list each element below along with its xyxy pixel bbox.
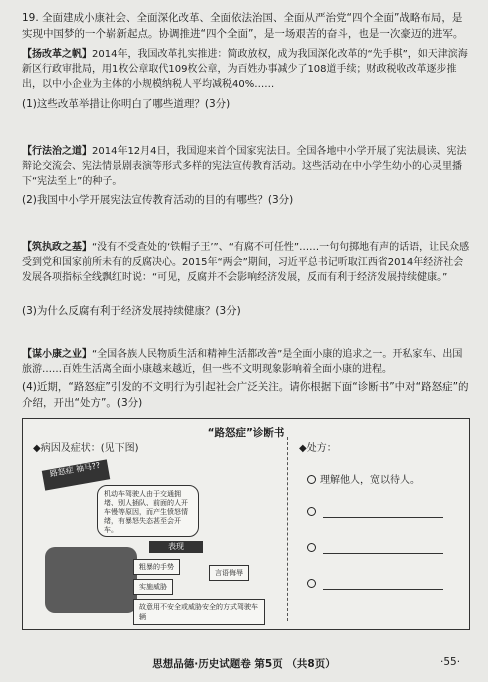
block-1-title: 【扬改革之帆】 <box>22 49 92 60</box>
question-intro: 19. 全面建成小康社会、全面深化改革、全面依法治国、全面从严治党“四个全面”战略布局，是实现中国梦的一个崭新起点。协调推进“四个全面”，是一场艰苦的奋斗，也是一次豪迈的进军。 <box>22 12 464 40</box>
block-1 <box>22 47 472 92</box>
sign-board: 路怒症 袖马?? <box>42 459 110 490</box>
tag-threat: 实施威胁 <box>133 579 173 595</box>
prescription-item <box>307 543 320 554</box>
block-2-title: 【行法治之道】 <box>22 146 92 157</box>
symptom-banner: 表现 <box>149 541 203 553</box>
road-rage-cartoon <box>33 455 283 621</box>
prescription-item <box>307 507 320 518</box>
tag-gesture: 粗暴的手势 <box>133 559 180 575</box>
block-3-title: 【筑执政之基】 <box>22 242 92 253</box>
tag-insult: 言语侮辱 <box>209 565 249 581</box>
block-3-text: “没有不受查处的‘铁帽子王’”、“有腐不可任性”……一句句掷地有声的话语，让民众感受到党和国家前所未有的反腐决心。2015年“两会”期间，习近平总书记听取江西省2014年经济社会发展各项指标全线飘红时说：“可见，反腐并不会影响经济发展，反而有利于经济发展持续健康。” <box>22 242 470 283</box>
block-4 <box>22 347 472 377</box>
page-number: ·55· <box>440 656 461 668</box>
prescription-item <box>307 579 320 590</box>
card-divider <box>287 437 288 621</box>
answer-line[interactable] <box>323 553 443 554</box>
block-2 <box>22 144 472 189</box>
prescription-text: 理解他人，宽以待人。 <box>320 475 420 486</box>
page-footer: 思想品德·历史试题卷 第5页 （共8页） <box>152 658 336 670</box>
crowd-illustration <box>45 547 137 613</box>
bullet-circle-icon <box>307 507 316 516</box>
block-1-question: (1)这些改革举措让你明白了哪些道理？(3分) <box>22 98 231 110</box>
diagnosis-card <box>22 418 470 630</box>
block-2-text: 2014年12月4日，我国迎来首个国家宪法日。全国各地中小学开展了宪法晨读、宪法辩论交流会、宪法情景剧表演等形式多样的宪法宣传教育活动。这些活动在中小学生幼小的心灵里播下“宪法至上”的种子。 <box>22 146 467 187</box>
block-4-question: (4)近期，“路怒症”引发的不文明行为引起社会广泛关注。请你根据下面“诊断书”中对“路怒症”的介绍，开出“处方”。(3分) <box>22 381 469 409</box>
tag-unsafe-driving: 故意用不安全或威胁安全的方式驾驶车辆 <box>133 599 265 625</box>
prescription-label: ◆处方： <box>299 443 337 454</box>
block-4-text: “全国各族人民物质生活和精神生活都改善”是全面小康的追求之一。开私家车、出国旅游……百姓生活离全面小康越来越近，但一些不文明现象影响着全面小康的进程。 <box>22 349 463 375</box>
speech-bubble: 机动车驾驶人由于交通拥堵、别人插队、前面的人开车慢等原因，而产生愤怒情绪，有暴怒失态甚至会开车。 <box>97 485 199 537</box>
bullet-circle-icon <box>307 543 316 552</box>
prescription-item <box>307 471 420 486</box>
bullet-circle-icon <box>307 579 316 588</box>
block-4-title: 【谋小康之业】 <box>22 349 92 360</box>
answer-line[interactable] <box>323 589 443 590</box>
block-3 <box>22 240 472 285</box>
cause-symptom-label: ◆病因及症状：(见下图) <box>33 443 139 454</box>
bullet-circle-icon <box>307 475 316 484</box>
block-1-text: 2014年，我国改革扎实推进：简政放权，成为我国深化改革的“先手棋”，如天津滨海新区行政审批局，用1枚公章取代109枚公章，为百姓办事减少了108道手续；财政税收改革逐步推出，以中小企业为主体的小规模纳税人平均减税40%…… <box>22 49 468 90</box>
block-3-question: (3)为什么反腐有利于经济发展持续健康？(3分) <box>22 305 241 317</box>
card-title: “路怒症”诊断书 <box>207 427 285 439</box>
answer-line[interactable] <box>323 517 443 518</box>
block-2-question: (2)我国中小学开展宪法宣传教育活动的目的有哪些？(3分) <box>22 194 294 206</box>
